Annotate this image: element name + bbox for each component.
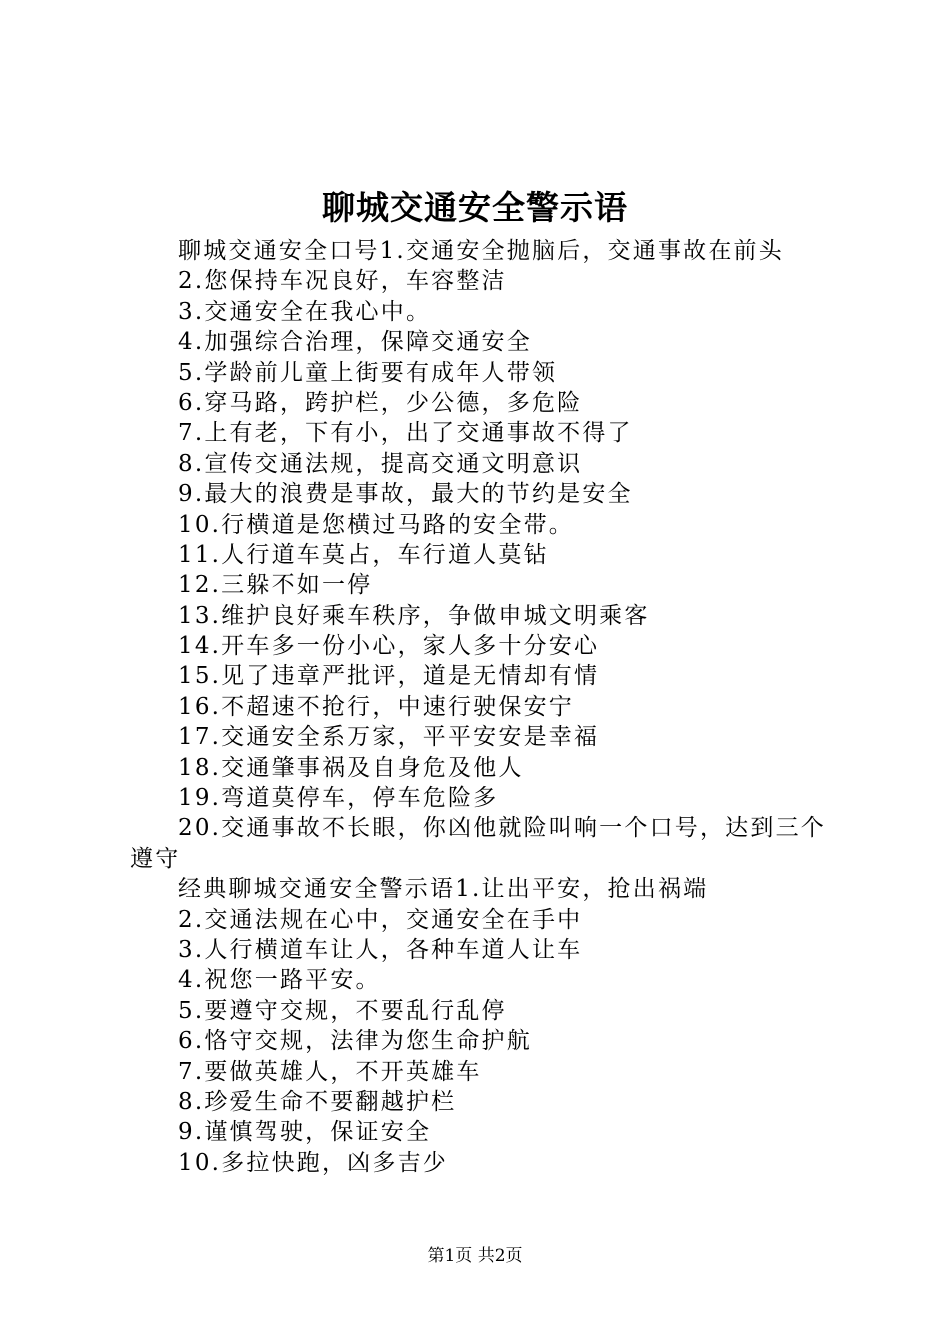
text-line: 8.珍爱生命不要翻越护栏: [178, 1088, 457, 1115]
page-footer: 第1页 共2页: [427, 1246, 523, 1266]
text-line: 2.交通法规在心中，交通安全在手中: [178, 906, 583, 933]
text-line: 3.交通安全在我心中。: [178, 298, 432, 325]
text-line: 19.弯道莫停车，停车危险多: [178, 785, 499, 812]
text-line-continuation: 遵守: [130, 845, 181, 872]
document-title: 聊城交通安全警示语: [322, 188, 628, 227]
text-line: 6.穿马路，跨护栏，少公德，多危险: [178, 389, 583, 416]
text-line: 聊城交通安全口号1.交通安全抛脑后，交通事故在前头: [178, 238, 784, 264]
text-line: 11.人行道车莫占，车行道人莫钻: [178, 541, 549, 568]
text-line: 3.人行横道车让人，各种车道人让车: [178, 936, 583, 963]
text-line: 7.要做英雄人，不开英雄车: [178, 1058, 482, 1085]
text-line: 8.宣传交通法规，提高交通文明意识: [178, 450, 583, 477]
text-line: 10.多拉快跑，凶多吉少: [178, 1149, 448, 1176]
text-line: 12.三躲不如一停: [178, 572, 373, 599]
text-line: 5.学龄前儿童上街要有成年人带领: [178, 359, 558, 386]
text-line: 4.加强综合治理，保障交通安全: [178, 329, 532, 356]
document-body: [130, 236, 850, 1178]
text-line: 10.行横道是您横过马路的安全带。: [178, 511, 574, 538]
text-line: 9.最大的浪费是事故，最大的节约是安全: [178, 481, 633, 508]
text-line: 2.您保持车况良好，车容整洁: [178, 268, 507, 295]
text-line: 5.要遵守交规，不要乱行乱停: [178, 997, 507, 1024]
text-line: 17.交通安全系万家，平平安安是幸福: [178, 724, 600, 751]
text-line: 6.恪守交规，法律为您生命护航: [178, 1028, 532, 1055]
text-line: 15.见了违章严批评，道是无情却有情: [178, 663, 600, 690]
text-line: 20.交通事故不长眼，你凶他就险叫响一个口号，达到三个: [178, 815, 826, 842]
text-line: 经典聊城交通安全警示语1.让出平安，抢出祸端: [178, 876, 709, 903]
text-line: 9.谨慎驾驶，保证安全: [178, 1119, 432, 1146]
text-line: 14.开车多一份小心，家人多十分安心: [178, 633, 600, 660]
text-line: 13.维护良好乘车秩序，争做申城文明乘客: [178, 602, 650, 629]
text-line: 7.上有老，下有小，出了交通事故不得了: [178, 420, 633, 447]
text-line: 18.交通肇事祸及自身危及他人: [178, 754, 524, 781]
text-line: 16.不超速不抢行，中速行驶保安宁: [178, 693, 574, 720]
text-line: 4.祝您一路平安。: [178, 967, 381, 994]
